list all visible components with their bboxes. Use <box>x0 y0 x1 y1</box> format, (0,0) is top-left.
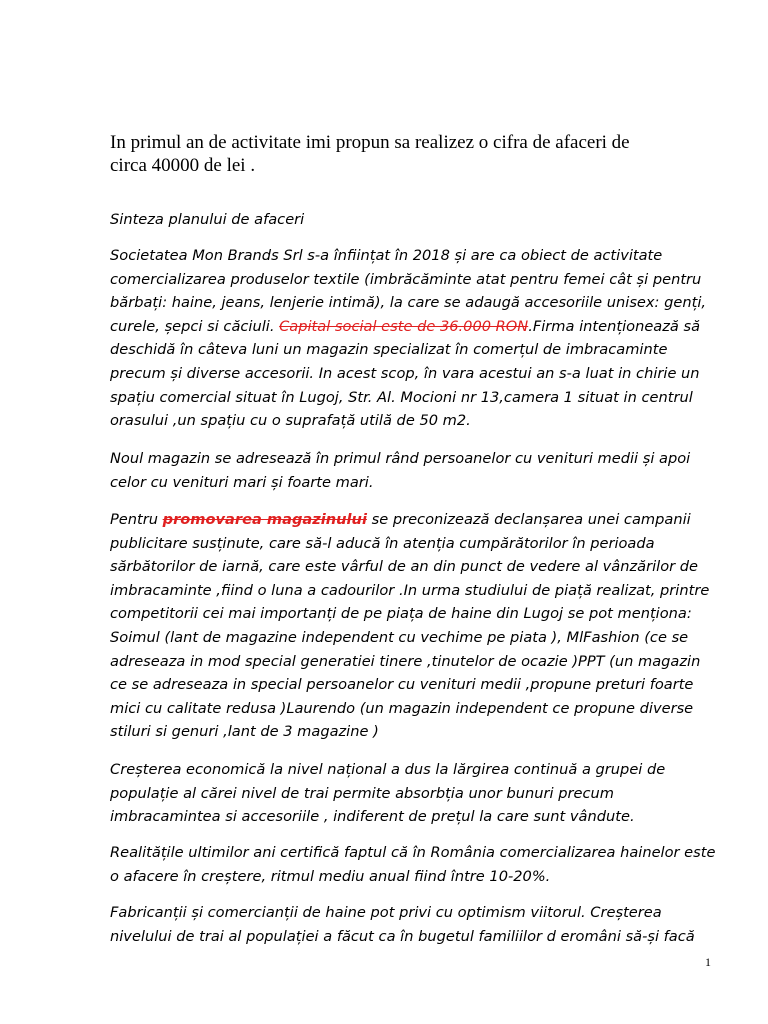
paragraph-company-intro <box>110 244 720 433</box>
text-line: Soimul (lant de magazine independent cu vechime pe piata ), MlFashion (ce se <box>110 628 689 646</box>
text-segment: .Firma intenționează să <box>528 317 701 335</box>
heading-line: circa 40000 de lei . <box>110 155 256 176</box>
text-line: publicitare susținute, care să-l aducă în atenția cumpărătorilor în perioada <box>110 534 655 552</box>
page-number: 1 <box>705 955 711 969</box>
text-line: imbracaminte ,fiind o luna a cadourilor .In urma studiului de piață realizat, printre <box>110 581 710 599</box>
text-line: comercializarea produselor textile (imbrăcăminte atat pentru femei cât și pentru <box>110 270 702 288</box>
text-line: Creșterea economică la nivel național a dus la lărgirea continuă a grupei de <box>110 761 666 778</box>
paragraph-economic-growth <box>110 758 720 829</box>
document-heading <box>110 131 710 177</box>
text-line: deschidă în câteva luni un magazin specializat în comerțul de imbracaminte <box>110 341 668 359</box>
text-line: Fabricanții și comercianții de haine pot privi cu optimism viitorul. Creșterea <box>110 904 662 921</box>
text-line: Societatea Mon Brands Srl s-a înființat în 2018 și are ca obiect de activitate <box>110 247 663 264</box>
text-line: mici cu calitate redusa )Laurendo (un magazin independent ce propune diverse <box>110 699 694 717</box>
paragraph-promotion <box>110 508 720 744</box>
section-title-text: Sinteza planului de afaceri <box>110 211 305 228</box>
text-line: sărbătorilor de iarnă, care este vârful de an din punct de vedere al vânzărilor de <box>110 558 699 576</box>
text-line: Realitățile ultimilor ani certifică faptul că în România comercializarea hainelor este <box>110 844 716 861</box>
text-line: imbracamintea si accesoriile , indiferent de prețul la care sunt vândute. <box>110 808 635 826</box>
text-line: o afacere în creștere, ritmul mediu anual fiind între 10-20%. <box>110 867 551 885</box>
text-line: ce se adreseaza in special persoanelor cu venituri medii ,propune preturi foarte <box>110 676 694 694</box>
text-segment: se preconizează declanșarea unei campanii <box>366 511 691 528</box>
text-line: celor cu venituri mari și foarte mari. <box>110 473 374 491</box>
text-segment: Pentru <box>110 511 163 528</box>
paragraph-market-reality <box>110 841 720 888</box>
text-line: Noul magazin se adresează în primul rând persoanelor cu venituri medii și apoi <box>110 450 691 467</box>
text-line: populație al cărei nivel de trai permite absorbția unor bunuri precum <box>110 784 614 802</box>
text-line: orasului ,un spațiu cu o suprafață utilă de 50 m2. <box>110 412 471 430</box>
paragraph-outlook <box>110 901 720 948</box>
text-line: nivelului de trai al populației a făcut ca în bugetul familiilor d eromâni să-și facă <box>110 927 695 945</box>
text-segment: curele, șepci si căciuli. <box>110 317 280 335</box>
text-line <box>110 315 720 339</box>
text-line: stiluri si genuri ,lant de 3 magazine ) <box>110 723 379 741</box>
text-line: bărbați: haine, jeans, lenjerie intimă), la care se adaugă accesoriile unisex: genți, <box>110 294 707 312</box>
section-title <box>110 208 720 232</box>
text-line <box>110 508 720 532</box>
heading-line: In primul an de activitate imi propun sa realizez o cifra de afaceri de <box>110 132 630 153</box>
text-line: competitorii cei mai importanți de pe piața de haine din Lugoj se pot menționa: <box>110 605 692 623</box>
deleted-text: promovarea magazinului <box>162 511 367 528</box>
text-line: adreseaza in mod special generatiei tinere ,tinutelor de ocazie )PPT (un magazin <box>110 652 701 670</box>
deleted-text: Capital social este de 36.000 RON <box>279 317 529 335</box>
text-line: precum și diverse accesorii. In acest scop, în vara acestui an s-a luat in chirie un <box>110 364 700 382</box>
text-line: spațiu comercial situat în Lugoj, Str. Al. Mocioni nr 13,camera 1 situat in centrul <box>110 388 693 406</box>
paragraph-target-market <box>110 447 720 494</box>
